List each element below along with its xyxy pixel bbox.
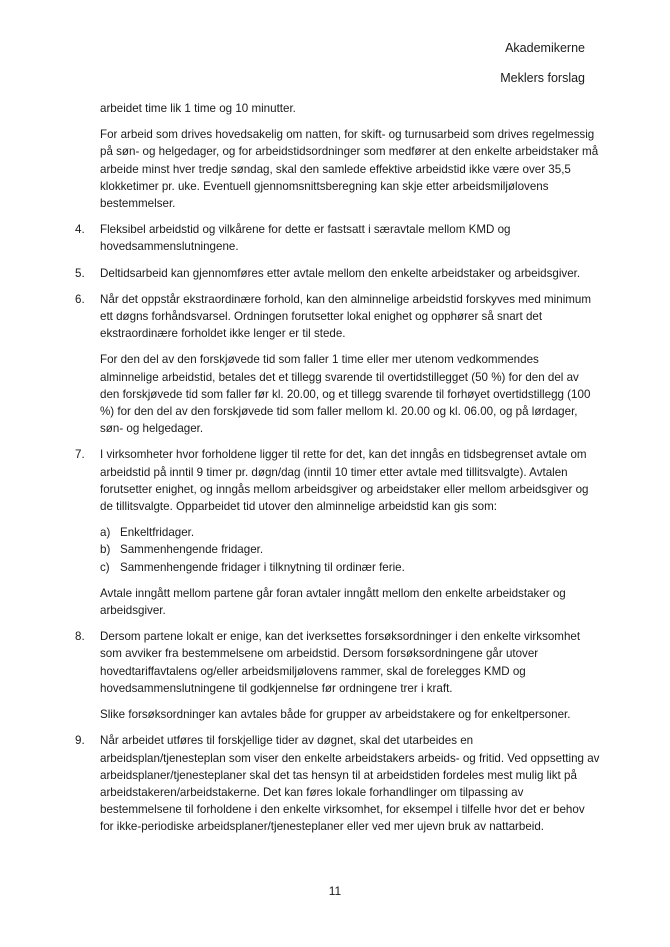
sub-item-text: Sammenhengende fridager i tilknytning til ordinær ferie. bbox=[120, 560, 405, 574]
sub-item-letter: a) bbox=[100, 526, 111, 540]
intro-paragraph: For arbeid som drives hovedsakelig om natten, for skift- og turnusarbeid som drives regelmessig på søn- og helgedager, og for arbeidstidsordninger som medfører at den enkelte arbeidstaker må arbeide minst hver tredje søndag, skal den samlede effektive arbeidstid ikke være over 35,5 klokketimer pr. uke. Eventuell gjennomsnittsberegning kan skje etter arbeidsmiljølovens bestemmelser. bbox=[100, 128, 599, 211]
document-body bbox=[75, 100, 600, 845]
item-text: Når arbeidet utføres til forskjellige tider av døgnet, skal det utarbeides en arbeidsplan/tjenesteplan som viser den enkelte arbeidstakers arbeids- og fritid. Ved oppsetting av arbeidsplaner/tjenesteplaner skal det tas hensyn til at arbeidstiden fordeles mest mulig likt på arbeidstakeren/arbeidstakerne. Det kan føres lokale forhandlinger om tilpassing av bestemmelsene til forholdene i den enkelte virksomhet, for eksempel i tilfelle hvor det er behov for ikke-periodiske arbeidsplaner/tjenesteplaner eller ved mer ujevn bruk av nattarbeid. bbox=[100, 734, 600, 834]
list-item-8 bbox=[75, 628, 600, 697]
list-item-7 bbox=[75, 446, 600, 515]
item-7-paragraph: Avtale inngått mellom partene går foran avtaler inngått mellom den enkelte arbeidstaker og arbeidsgiver. bbox=[100, 586, 566, 618]
item-6-paragraph: For den del av den forskjøvede tid som faller 1 time eller mer utenom vedkommendes alminnelige arbeidstid, betales det et tillegg svarende til overtidstillegget (50 %) for den del av den forskjøvede tid som faller før kl. 20.00, og et tillegg svarende til forhøyet overtidstillegg (100 %) for den del av den forskjøvede tid som faller mellom kl. 20.00 og kl. 06.00, og på lørdager, søn- og helgedager. bbox=[100, 353, 591, 436]
item-text: Deltidsarbeid kan gjennomføres etter avtale mellom den enkelte arbeidstaker og arbeidsgiver. bbox=[100, 266, 581, 280]
sub-item-a bbox=[75, 524, 600, 541]
list-item-6 bbox=[75, 291, 600, 343]
item-text: I virksomheter hvor forholdene ligger til rette for det, kan det inngås en tidsbegrenset avtale om arbeidstid på inntil 9 timer pr. døgn/dag (inntil 10 timer etter avtale med tillitsvalgte). Avtalen forutsetter enighet, og inngås mellom arbeidsgiver og arbeidstaker eller mellom arbeidsgiver og de tillitsvalgte. Opparbeidet tid utover den alminnelige arbeidstid kan gis som: bbox=[100, 448, 589, 514]
sub-item-c bbox=[75, 559, 600, 576]
list-item-4 bbox=[75, 221, 600, 255]
list-item-5 bbox=[75, 265, 600, 282]
intro-continuation: arbeidet time lik 1 time og 10 minutter. bbox=[100, 102, 296, 115]
item-number: 7. bbox=[75, 448, 85, 462]
sub-item-text: Sammenhengende fridager. bbox=[120, 543, 264, 557]
item-number: 8. bbox=[75, 630, 85, 644]
item-text: Dersom partene lokalt er enige, kan det iverksettes forsøksordninger i den enkelte virksomhet som avviker fra bestemmelsene om arbeidstid. Dersom forsøksordningene går utover hovedtariffavtalens og/eller arbeidsmiljølovens rammer, skal de forelegges KMD og hovedsammenslutningene til godkjennelse før ordningene trer i kraft. bbox=[100, 630, 581, 695]
item-number: 6. bbox=[75, 292, 85, 306]
item-number: 9. bbox=[75, 734, 85, 748]
item-number: 4. bbox=[75, 223, 85, 237]
sub-item-letter: c) bbox=[100, 560, 110, 574]
item-text: Fleksibel arbeidstid og vilkårene for dette er fastsatt i særavtale mellom KMD og hovedsammenslutningene. bbox=[100, 223, 511, 254]
item-8-paragraph: Slike forsøksordninger kan avtales både for grupper av arbeidstakere og for enkeltpersoner. bbox=[100, 708, 571, 722]
page-number: 11 bbox=[328, 884, 342, 898]
sub-item-text: Enkeltfridager. bbox=[120, 526, 195, 540]
header-organization: Akademikerne bbox=[505, 41, 585, 55]
sub-item-b bbox=[75, 541, 600, 558]
header-document-title: Meklers forslag bbox=[500, 71, 585, 85]
item-text: Når det oppstår ekstraordinære forhold, kan den alminnelige arbeidstid forskyves med minimum ett døgns forhåndsvarsel. Ordningen forutsetter lokal enighet og opphører så snart det ekstraordinære forholdet ikke lenger er til stede. bbox=[100, 292, 592, 341]
list-item-9 bbox=[75, 732, 600, 835]
item-number: 5. bbox=[75, 266, 85, 280]
sub-item-letter: b) bbox=[100, 543, 111, 557]
